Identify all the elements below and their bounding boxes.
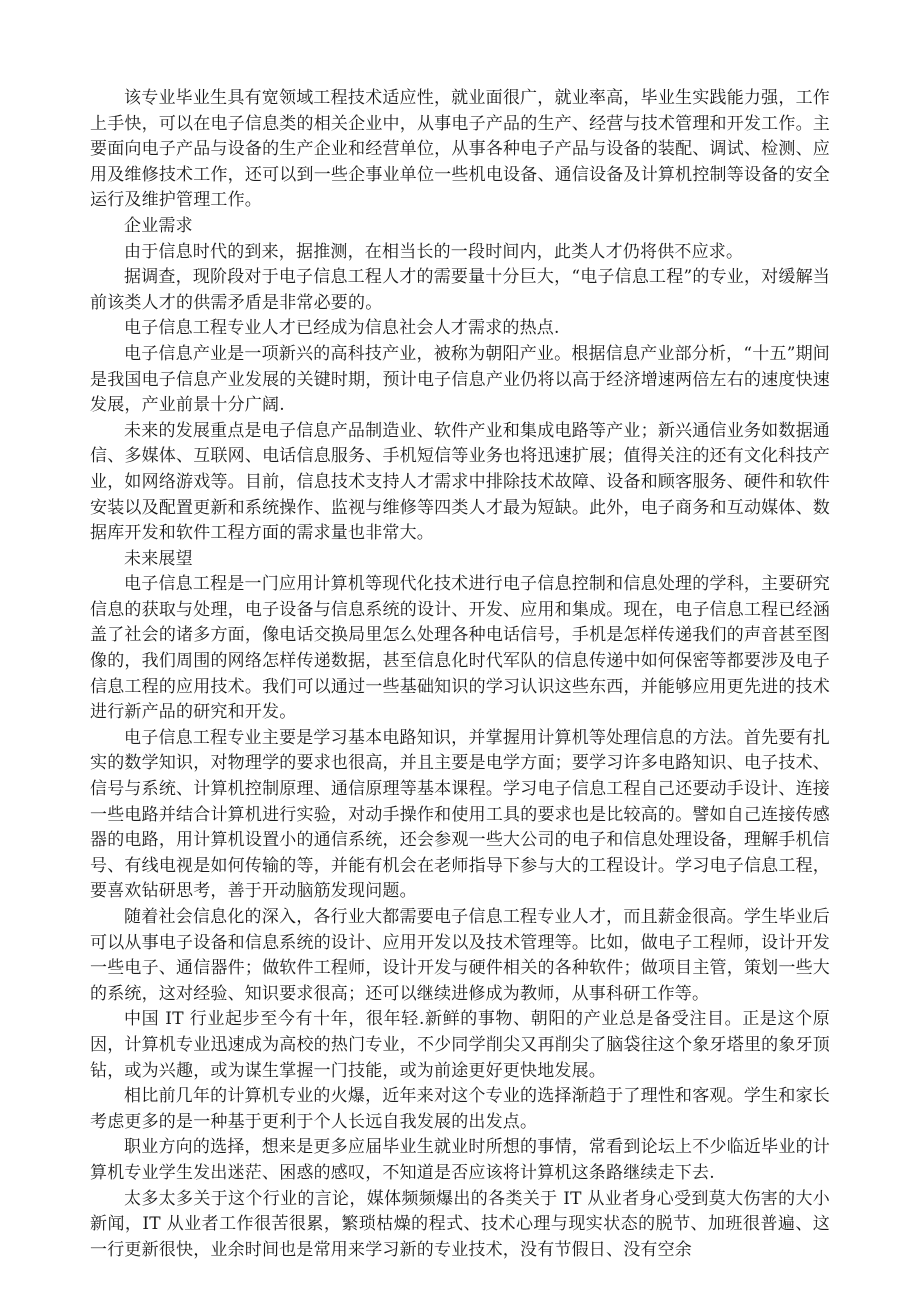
paragraph-career-options: 随着社会信息化的深入，各行业大都需要电子信息工程专业人才，而且薪金很高。学生毕业后可以从事电子设备和信息系统的设计、应用开发以及技术管理等。比如，做电子工程师，设计开发一些电子、通信器件；做软件工程师，设计开发与硬件相关的各种软件；做项目主管，策划一些大的系统，这对经验、知识要求很高；还可以继续进修成为教师，从事科研工作等。 <box>90 907 830 1004</box>
paragraph-talent-shortage: 由于信息时代的到来，据推测，在相当长的一段时间内，此类人才仍将供不应求。 <box>124 241 744 262</box>
paragraph-industry-opinions: 太多太多关于这个行业的言论，媒体频频爆出的各类关于 IT 从业者身心受到莫大伤害的大小新闻，IT 从业者工作很苦很累，繁琐枯燥的程式、技术心理与现实状态的脱节、加班很普遍、这一行更新很快，业余时间也是常用来学习新的专业技术，没有节假日、没有空余 <box>90 1188 830 1260</box>
paragraph-china-it-industry: 中国 IT 行业起步至今有十年，很年轻.新鲜的事物、朝阳的产业总是备受注目。正是这个原因，计算机专业迅速成为高校的热门专业，不少同学削尖又再削尖了脑袋往这个象牙塔里的象牙顶钻，或为兴趣，或为谋生掌握一门技能，或为前途更好更快地发展。 <box>90 1009 830 1081</box>
paragraph-discipline-intro: 电子信息工程是一门应用计算机等现代化技术进行电子信息控制和信息处理的学科，主要研究信息的获取与处理，电子设备与信息系统的设计、开发、应用和集成。现在，电子信息工程已经涵盖了社会的诸多方面，像电话交换局里怎么处理各种电话信号，手机是怎样传递我们的声音甚至图像的，我们周围的网络怎样传递数据，甚至信息化时代军队的信息传递中如何保密等都要涉及电子信息工程的应用技术。我们可以通过一些基础知识的学习认识这些东西，并能够应用更先进的技术进行新产品的研究和开发。 <box>90 574 830 723</box>
section-heading-future-outlook: 未来展望 <box>124 548 193 569</box>
paragraph-rational-choice: 相比前几年的计算机专业的火爆，近年来对这个专业的选择渐趋于了理性和客观。学生和家长考虑更多的是一种基于更利于个人长远自我发展的出发点。 <box>90 1086 830 1132</box>
paragraph-study-content: 电子信息工程专业主要是学习基本电路知识，并掌握用计算机等处理信息的方法。首先要有扎实的数学知识，对物理学的要求也很高，并且主要是电学方面；要学习许多电路知识、电子技术、信号与系统、计算机控制原理、通信原理等基本课程。学习电子信息工程自己还要动手设计、连接一些电路并结合计算机进行实验，对动手操作和使用工具的要求也是比较高的。譬如自己连接传感器的电路，用计算机设置小的通信系统，还会参观一些大公司的电子和信息处理设备，理解手机信号、有线电视是如何传输的等，并能有机会在老师指导下参与大的工程设计。学习电子信息工程，要喜欢钻研思考，善于开动脑筋发现问题。 <box>90 727 830 902</box>
section-heading-enterprise-demand: 企业需求 <box>124 215 193 236</box>
paragraph-survey: 据调查，现阶段对于电子信息工程人才的需要量十分巨大，“电子信息工程”的专业，对缓解当前该类人才的供需矛盾是非常必要的。 <box>90 267 830 313</box>
paragraph-hot-demand: 电子信息工程专业人才已经成为信息社会人才需求的热点. <box>124 318 560 339</box>
paragraph-development-focus: 未来的发展重点是电子信息产品制造业、软件产业和集成电路等产业；新兴通信业务如数据通信、多媒体、互联网、电话信息服务、手机短信等业务也将迅速扩展；值得关注的还有文化科技产业，如网络游戏等。目前，信息技术支持人才需求中排除技术故障、设备和顾客服务、硬件和软件安装以及配置更新和系统操作、监视与维修等四类人才最为短缺。此外，电子商务和互动媒体、数据库开发和软件工程方面的需求量也非常大。 <box>90 420 830 544</box>
paragraph-industry-outlook: 电子信息产业是一项新兴的高科技产业，被称为朝阳产业。根据信息产业部分析，“十五”期间是我国电子信息产业发展的关键时期，预计电子信息产业仍将以高于经济增速两倍左右的速度快速发展，产业前景十分广阔. <box>90 343 830 416</box>
paragraph-career-direction: 职业方向的选择，想来是更多应届毕业生就业时所想的事情，常看到论坛上不少临近毕业的计算机专业学生发出迷茫、困惑的感叹，不知道是否应该将计算机这条路继续走下去. <box>90 1137 830 1183</box>
paragraph-employment-scope: 该专业毕业生具有宽领域工程技术适应性，就业面很广，就业率高，毕业生实践能力强，工作上手快，可以在电子信息类的相关企业中，从事电子产品的生产、经营与技术管理和开发工作。主要面向电子产品与设备的生产企业和经营单位，从事各种电子产品与设备的装配、调试、检测、应用及维修技术工作，还可以到一些企事业单位一些机电设备、通信设备及计算机控制等设备的安全运行及维护管理工作。 <box>90 88 830 211</box>
